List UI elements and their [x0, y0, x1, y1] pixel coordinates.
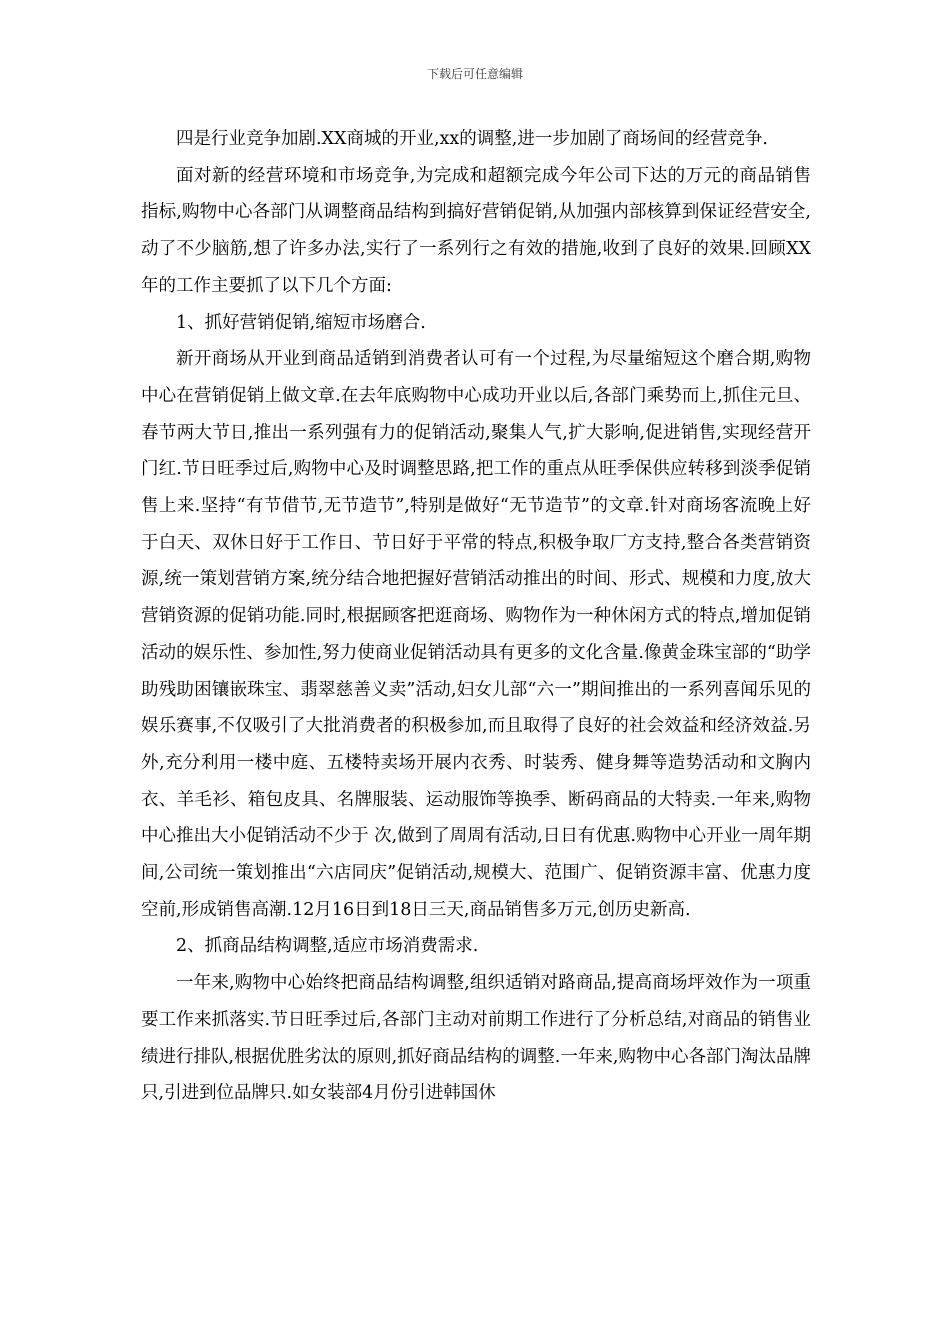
- section-heading-marketing-promotion: 1、抓好营销促销,缩短市场磨合.: [176, 312, 426, 333]
- paragraph-industry-competition: 四是行业竞争加剧.XX商城的开业,xx的调整,进一步加剧了商场间的经营竞争.: [176, 129, 768, 149]
- section-heading-product-structure: 2、抓商品结构调整,适应市场消费需求.: [176, 936, 479, 957]
- paragraph-marketing-promotion: 新开商场从开业到商品适销到消费者认可有一个过程,为尽量缩短这个磨合期,购物中心在营销促销上做文章.在去年底购物中心成功开业以后,各部门乘势而上,抓住元旦、春节两大节日,推出一系列强有力的促销活动,聚集人气,扩大影响,促进销售,实现经营开门红.节日旺季过后,购物中心及时调整思路,把工作的重点从旺季保供应转移到淡季促销售上来.坚持“有节借节,无节造节”,特别是做好“无节造节”的文章.针对商场客流晚上好于白天、双休日好于工作日、节日好于平常的特点,积极争取厂方支持,整合各类营销资源,统一策划营销方案,统分结合地把握好营销活动推出的时间、形式、规模和力度,放大营销资源的促销功能.同时,根据顾客把逛商场、购物作为一种休闲方式的特点,增加促销活动的娱乐性、参加性,努力使商业促销活动具有更多的文化含量.像黄金珠宝部的“助学助残助困镶嵌珠宝、翡翠慈善义卖”活动,妇女儿部“六一”期间推出的一系列喜闻乐见的娱乐赛事,不仅吸引了大批消费者的积极参加,而且取得了良好的社会效益和经济效益.另外,充分利用一楼中庭、五楼特卖场开展内衣秀、时装秀、健身舞等造势活动和文胸内衣、羊毛衫、箱包皮具、名牌服装、运动服饰等换季、断码商品的大特卖.一年来,购物中心推出大小促销活动不少于 次,做到了周周有活动,日日有优惠.购物中心开业一周年期间,公司统一策划推出“六店同庆”促销活动,规模大、范围广、促销资源丰富、优惠力度空前,形成销售高潮.12月16日到18日三天,商品销售多万元,创历史新高.: [141, 349, 811, 920]
- paragraph-new-environment: 面对新的经营环境和市场竞争,为完成和超额完成今年公司下达的万元的商品销售指标,购物中心各部门从调整商品结构到搞好营销促销,从加强内部核算到保证经营安全,动了不少脑筋,想了许多办法,实行了一系列行之有效的措施,收到了良好的效果.回顾XX年的工作主要抓了以下几个方面:: [141, 165, 811, 296]
- document-body: [141, 121, 811, 1112]
- paragraph-product-structure: 一年来,购物中心始终把商品结构调整,组织适销对路商品,提高商场坪效作为一项重要工作来抓落实.节日旺季过后,各部门主动对前期工作进行了分析总结,对商品的销售业绩进行排队,根据优胜劣汰的原则,抓好商品结构的调整.一年来,购物中心各部门淘汰品牌只,引进到位品牌只.如女装部4月份引进韩国休: [141, 973, 811, 1104]
- page-header: 下载后可任意编辑: [426, 67, 523, 81]
